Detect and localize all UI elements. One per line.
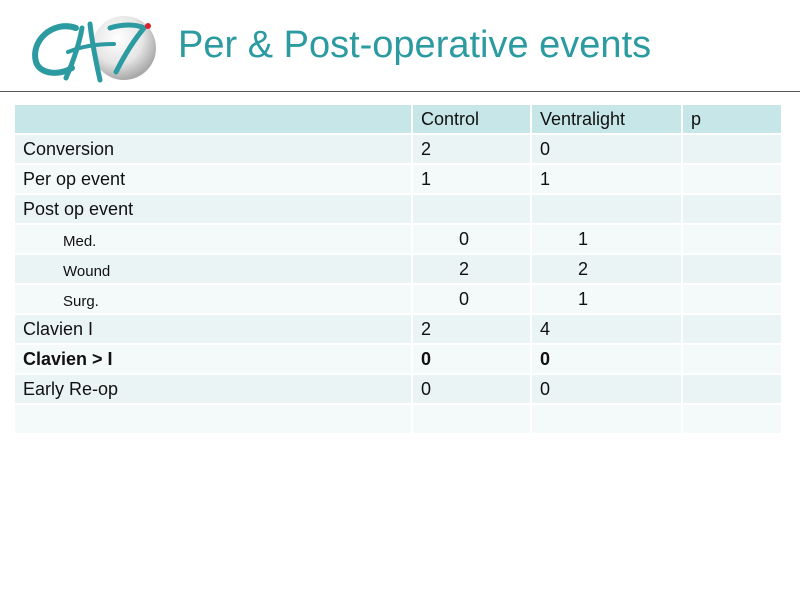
table-header-row <box>15 105 781 135</box>
header-cell-control: Control <box>413 105 532 135</box>
row-label-cell: Clavien > I <box>15 345 413 375</box>
ventralight-value-cell <box>532 195 683 225</box>
p-value-cell <box>683 345 781 375</box>
p-value-cell <box>683 195 781 225</box>
ventralight-value-cell: 1 <box>532 165 683 195</box>
p-value-cell <box>683 405 781 435</box>
control-value-cell: 0 <box>413 285 532 315</box>
events-table <box>15 105 781 435</box>
table-body <box>15 105 781 435</box>
control-value-cell: 0 <box>413 375 532 405</box>
p-value-cell <box>683 225 781 255</box>
table-row <box>15 405 781 435</box>
table-row <box>15 255 781 285</box>
row-label-cell: Surg. <box>15 285 413 315</box>
ventralight-value-cell: 4 <box>532 315 683 345</box>
ventralight-value-cell: 0 <box>532 375 683 405</box>
table-row <box>15 165 781 195</box>
row-label-cell: Conversion <box>15 135 413 165</box>
header-cell-ventralight: Ventralight <box>532 105 683 135</box>
p-value-cell <box>683 375 781 405</box>
table-row <box>15 195 781 225</box>
row-label-cell <box>15 405 413 435</box>
ventralight-value-cell: 1 <box>532 285 683 315</box>
header-cell-p: p <box>683 105 781 135</box>
table-row <box>15 345 781 375</box>
ventralight-value-cell: 0 <box>532 135 683 165</box>
control-value-cell <box>413 405 532 435</box>
p-value-cell <box>683 165 781 195</box>
table-row <box>15 225 781 255</box>
control-value-cell: 2 <box>413 255 532 285</box>
control-value-cell: 0 <box>413 225 532 255</box>
control-value-cell: 0 <box>413 345 532 375</box>
row-label-cell: Med. <box>15 225 413 255</box>
row-label-cell: Post op event <box>15 195 413 225</box>
row-label-cell: Per op event <box>15 165 413 195</box>
control-value-cell <box>413 195 532 225</box>
ventralight-value-cell: 2 <box>532 255 683 285</box>
p-value-cell <box>683 285 781 315</box>
control-value-cell: 2 <box>413 315 532 345</box>
control-value-cell: 1 <box>413 165 532 195</box>
table-row <box>15 315 781 345</box>
p-value-cell <box>683 255 781 285</box>
table-row <box>15 375 781 405</box>
ventralight-value-cell <box>532 405 683 435</box>
table-row <box>15 135 781 165</box>
table-row <box>15 285 781 315</box>
slide-title: Per & Post-operative events <box>178 24 652 66</box>
row-label-cell: Early Re-op <box>15 375 413 405</box>
ventralight-value-cell: 0 <box>532 345 683 375</box>
ventralight-value-cell: 1 <box>532 225 683 255</box>
header-cell-label <box>15 105 413 135</box>
row-label-cell: Clavien I <box>15 315 413 345</box>
p-value-cell <box>683 315 781 345</box>
p-value-cell <box>683 135 781 165</box>
title-divider <box>0 91 800 92</box>
chu-logo-icon <box>24 6 164 86</box>
control-value-cell: 2 <box>413 135 532 165</box>
row-label-cell: Wound <box>15 255 413 285</box>
